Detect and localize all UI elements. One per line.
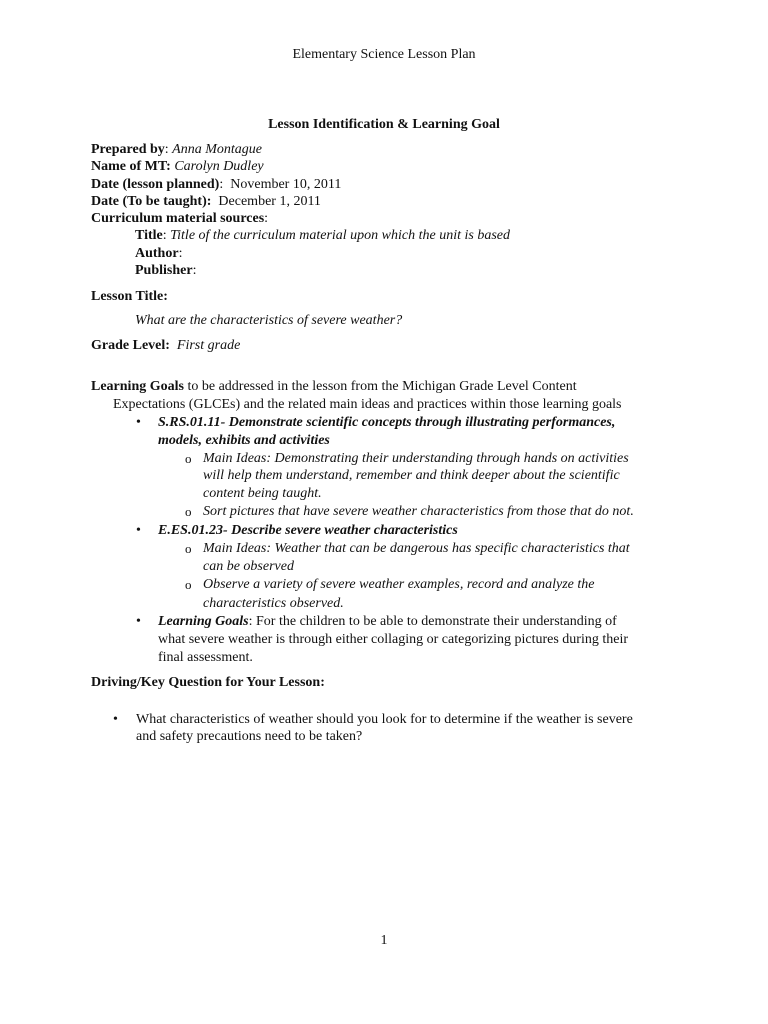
curriculum-title-label: Title — [135, 228, 163, 243]
grade-level-line — [91, 337, 240, 354]
goal-3-line3: final assessment. — [158, 650, 253, 665]
goal-1-sub-2-text1: Sort pictures that have severe weather characteristics from those that do not. — [203, 504, 634, 519]
goal-2-sub-2-text2: characteristics observed. — [203, 596, 344, 611]
goal-2-sub-2-line1 — [203, 576, 595, 593]
curriculum-publisher-line — [135, 262, 196, 279]
curriculum-author-label: Author — [135, 246, 179, 261]
curriculum-title-colon: : — [162, 228, 167, 243]
goal-2-sub-2-text1: Observe a variety of severe weather examples, record and analyze the — [203, 577, 595, 592]
sub-bullet-icon: o — [185, 504, 192, 519]
document-header: Elementary Science Lesson Plan — [292, 47, 476, 62]
prepared-by-line — [91, 141, 262, 158]
lesson-title-value — [135, 312, 402, 329]
goal-1-heading-line2 — [158, 432, 330, 449]
goal-1-sub-1-line2 — [203, 467, 620, 484]
goal-2-heading-line1 — [158, 522, 458, 539]
grade-level-label: Grade Level: — [91, 338, 170, 353]
curriculum-title-value: Title of the curriculum material upon which the unit is based — [170, 228, 511, 243]
goal-1-heading-text1: S.RS.01.11- Demonstrate scientific concepts through illustrating performances, — [158, 415, 616, 430]
bullet-icon: • — [136, 614, 141, 629]
page-number: 1 — [380, 933, 388, 948]
goal-3-label: Learning Goals — [158, 614, 249, 629]
mt-value: Carolyn Dudley — [174, 159, 264, 174]
section-title-text: Lesson Identification & Learning Goal — [268, 117, 500, 132]
goal-1-sub-1-text3: content being taught. — [203, 486, 322, 501]
curriculum-author-line — [135, 245, 182, 262]
lesson-title-value-text: What are the characteristics of severe weather? — [135, 313, 403, 328]
lesson-title-label-line — [91, 288, 168, 305]
sub-bullet-icon: o — [185, 451, 192, 466]
learning-goals-intro-line1 — [91, 378, 577, 395]
grade-level-value: First grade — [176, 338, 241, 353]
learning-goals-intro-line2: Expectations (GLCEs) and the related main ideas and practices within those learning goals — [113, 397, 622, 412]
section-title — [0, 116, 768, 133]
curriculum-publisher-label: Publisher — [135, 263, 193, 278]
sub-bullet-icon: o — [185, 577, 192, 592]
lesson-title-label: Lesson Title: — [91, 289, 168, 304]
curriculum-label: Curriculum material sources — [91, 211, 265, 226]
date-planned-line — [91, 176, 341, 193]
goal-1-heading-text2: models, exhibits and activities — [158, 433, 330, 448]
learning-goals-intro-text: to be addressed in the lesson from the Michigan Grade Level Content — [183, 379, 577, 394]
goal-2-sub-1-text2: can be observed — [203, 559, 294, 574]
date-taught-line — [91, 193, 321, 210]
goal-2-sub-1-text1: Main Ideas: Weather that can be dangerous has specific characteristics that — [203, 541, 630, 556]
driving-question-line2: and safety precautions need to be taken? — [136, 729, 363, 744]
prepared-by-colon: : — [164, 142, 169, 157]
date-taught-label: Date (To be taught): — [91, 194, 212, 209]
curriculum-author-colon: : — [178, 246, 183, 261]
goal-1-sub-2-line1 — [203, 503, 634, 520]
date-planned-value: November 10, 2011 — [230, 177, 342, 192]
date-planned-colon: : — [219, 177, 224, 192]
mt-line — [91, 158, 264, 175]
bullet-icon: • — [113, 712, 118, 727]
prepared-by-label: Prepared by — [91, 142, 165, 157]
goal-2-sub-1-line2 — [203, 558, 294, 575]
goal-2-sub-1-line1 — [203, 540, 630, 557]
curriculum-title-line — [135, 227, 510, 244]
goal-3-text1: : For the children to be able to demonstrate their understanding of — [248, 614, 617, 629]
driving-question-label: Driving/Key Question for Your Lesson: — [91, 675, 325, 690]
learning-goals-label: Learning Goals — [91, 379, 184, 394]
prepared-by-value: Anna Montague — [172, 142, 262, 157]
goal-1-sub-1-text1: Main Ideas: Demonstrating their understanding through hands on activities — [203, 451, 629, 466]
date-planned-label: Date (lesson planned) — [91, 177, 220, 192]
goal-1-sub-1-text2: will help them understand, remember and think deeper about the scientific — [203, 468, 620, 483]
curriculum-publisher-colon: : — [192, 263, 197, 278]
goal-1-sub-1-line3 — [203, 485, 322, 502]
bullet-icon: • — [136, 415, 141, 430]
goal-2-sub-2-line2 — [203, 595, 344, 612]
goal-2-heading-text1: E.ES.01.23- Describe severe weather characteristics — [158, 523, 458, 538]
mt-label: Name of MT: — [91, 159, 171, 174]
sub-bullet-icon: o — [185, 541, 192, 556]
date-taught-value: December 1, 2011 — [218, 194, 321, 209]
driving-question-label-line — [91, 674, 325, 691]
curriculum-line — [91, 210, 268, 227]
goal-1-heading-line1 — [158, 414, 615, 431]
goal-3-line1 — [158, 613, 617, 630]
driving-question-line1: What characteristics of weather should you look for to determine if the weather is severe — [136, 712, 633, 727]
curriculum-colon: : — [264, 211, 269, 226]
goal-3-line2: what severe weather is through either collaging or categorizing pictures during their — [158, 632, 628, 647]
goal-1-sub-1-line1 — [203, 450, 629, 467]
bullet-icon: • — [136, 523, 141, 538]
